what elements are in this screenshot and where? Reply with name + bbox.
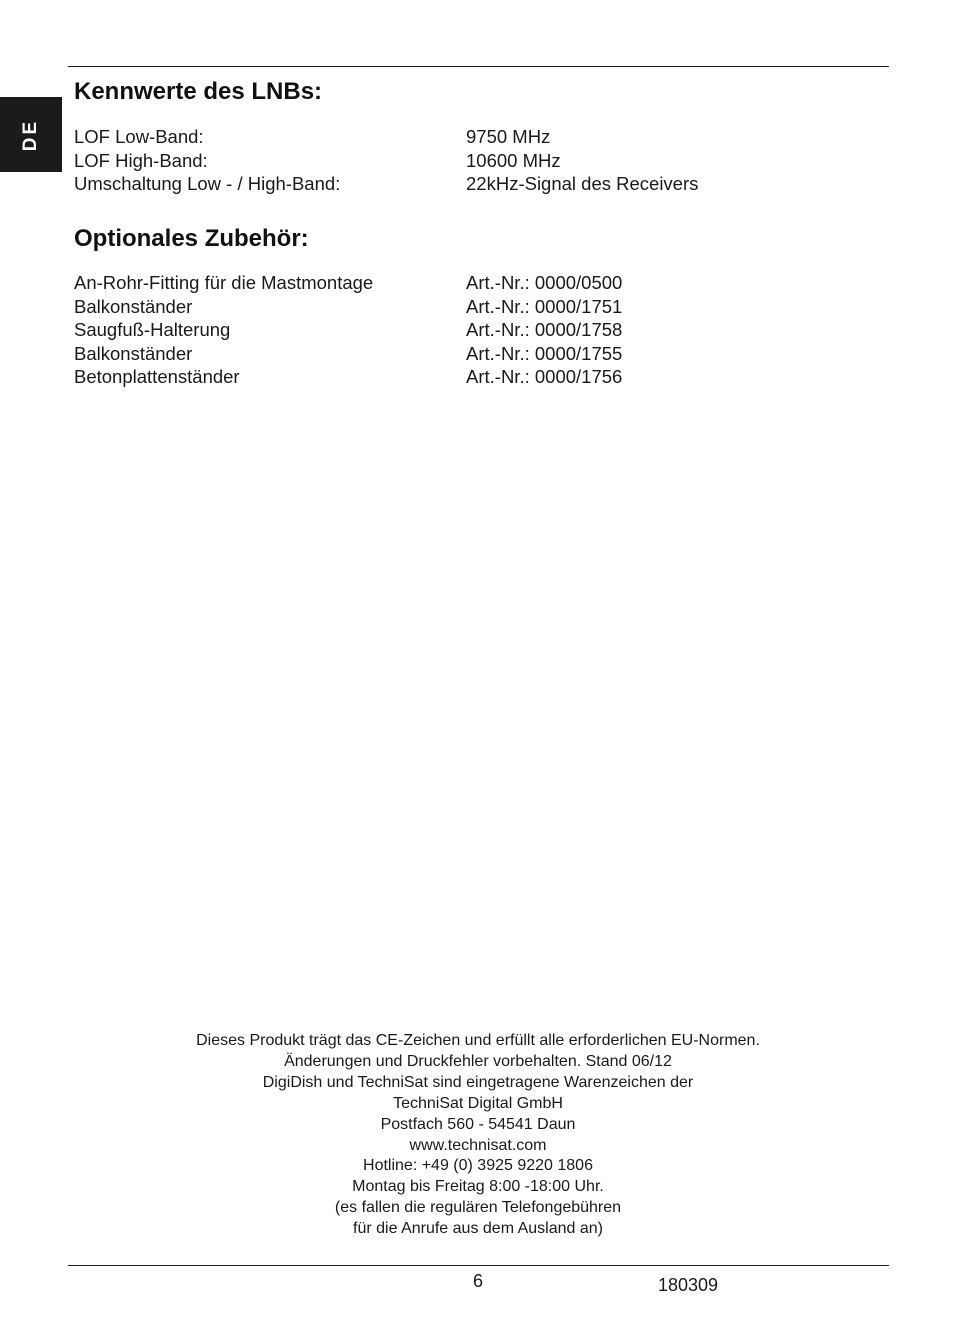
bottom-divider bbox=[68, 1265, 889, 1266]
legal-footer bbox=[100, 1031, 856, 1240]
footer-line: Dieses Produkt trägt das CE-Zeichen und erfüllt alle erforderlichen EU-Normen. bbox=[196, 1032, 760, 1049]
spec-label: Umschaltung Low - / High-Band: bbox=[74, 173, 341, 194]
accessory-article-number: Art.-Nr.: 0000/1756 bbox=[466, 366, 623, 387]
accessory-article-number: Art.-Nr.: 0000/0500 bbox=[466, 272, 623, 293]
document-code: 180309 bbox=[658, 1275, 719, 1295]
spec-value: 10600 MHz bbox=[466, 149, 561, 171]
spec-value: 22kHz-Signal des Receivers bbox=[466, 173, 699, 194]
language-tab bbox=[0, 97, 62, 172]
footer-line: (es fallen die regulären Telefongebühren bbox=[334, 1199, 622, 1217]
spec-label: LOF High-Band: bbox=[74, 149, 208, 171]
page-number: 6 bbox=[472, 1271, 483, 1291]
spec-label: LOF Low-Band: bbox=[74, 126, 204, 147]
accessory-name: Balkonständer bbox=[74, 342, 193, 364]
footer-line: TechniSat Digital GmbH bbox=[393, 1094, 563, 1112]
language-tab-label: DE bbox=[20, 118, 41, 151]
lnb-specs-heading: Kennwerte des LNBs: bbox=[74, 78, 323, 105]
footer-line: Änderungen und Druckfehler vorbehalten. Stand 06/12 bbox=[284, 1052, 672, 1070]
accessory-row bbox=[74, 318, 834, 342]
lnb-specs-table bbox=[74, 125, 834, 196]
accessory-article-number: Art.-Nr.: 0000/1758 bbox=[466, 319, 623, 340]
spec-row bbox=[74, 172, 834, 196]
accessory-article-number: Art.-Nr.: 0000/1751 bbox=[466, 295, 623, 317]
accessory-name: Saugfuß-Halterung bbox=[74, 319, 231, 340]
top-divider bbox=[68, 66, 889, 67]
accessories-table bbox=[74, 271, 834, 389]
spec-row bbox=[74, 125, 834, 149]
footer-line: DigiDish und TechniSat sind eingetragene Warenzeichen der bbox=[262, 1073, 694, 1091]
accessory-name: Balkonständer bbox=[74, 295, 193, 317]
accessory-name: Betonplattenständer bbox=[74, 366, 240, 387]
accessory-row bbox=[74, 271, 834, 295]
footer-line: Hotline: +49 (0) 3925 9220 1806 bbox=[363, 1157, 593, 1175]
spec-row bbox=[74, 149, 834, 173]
accessory-name: An-Rohr-Fitting für die Mastmontage bbox=[74, 272, 374, 293]
accessory-row bbox=[74, 295, 834, 319]
accessory-article-number: Art.-Nr.: 0000/1755 bbox=[466, 342, 623, 364]
footer-line: für die Anrufe aus dem Ausland an) bbox=[353, 1220, 603, 1238]
footer-line: Postfach 560 - 54541 Daun bbox=[380, 1115, 576, 1133]
footer-line: www.technisat.com bbox=[409, 1136, 547, 1154]
footer-line: Montag bis Freitag 8:00 -18:00 Uhr. bbox=[352, 1178, 604, 1196]
accessories-heading: Optionales Zubehör: bbox=[74, 225, 309, 252]
accessory-row bbox=[74, 342, 834, 366]
spec-value: 9750 MHz bbox=[466, 126, 551, 147]
accessory-row bbox=[74, 365, 834, 389]
